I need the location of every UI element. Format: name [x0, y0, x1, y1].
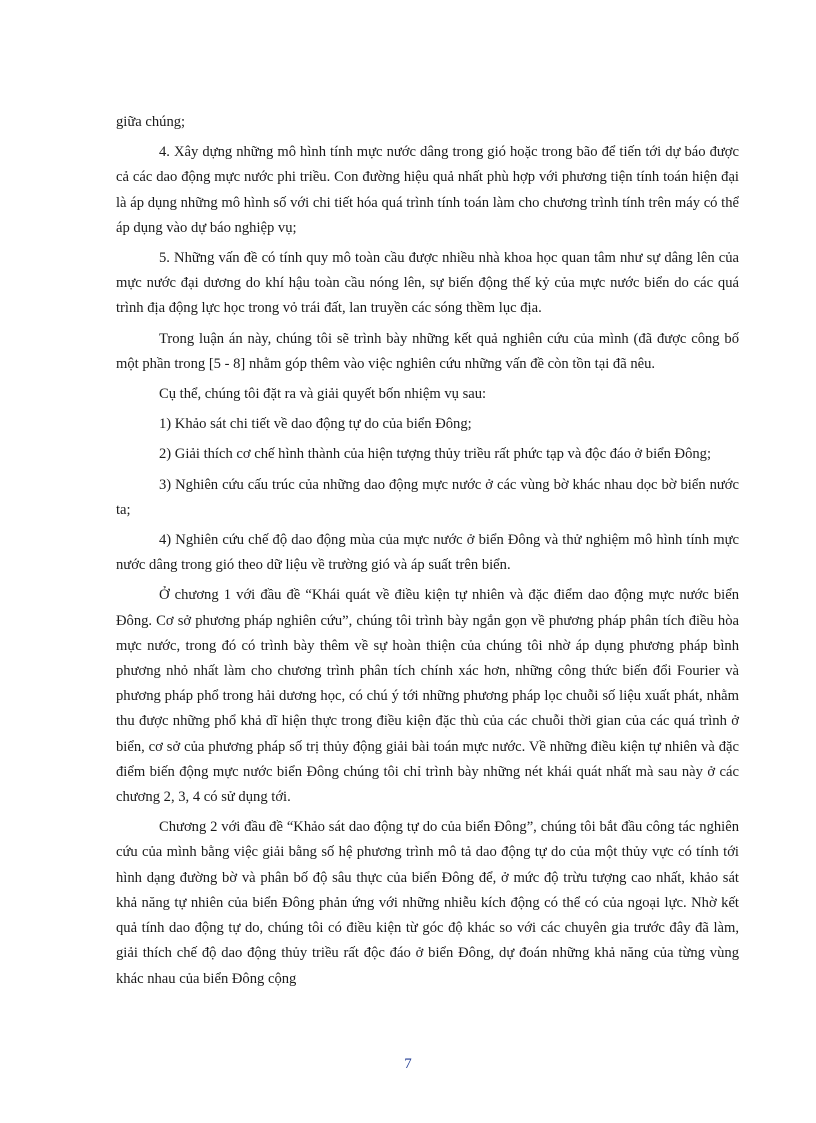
- paragraph: giữa chúng;: [116, 114, 186, 130]
- body-text: [116, 110, 739, 997]
- list-item: 2) Giải thích cơ chế hình thành của hiện tượng thủy triều rất phức tạp và độc đáo ở biển Đông;: [159, 446, 712, 463]
- list-item: 1) Khảo sát chi tiết về dao động tự do của biển Đông;: [159, 416, 472, 433]
- list-item: 4) Nghiên cứu chế độ dao động mùa của mực nước ở biển Đông và thử nghiệm mô hình tính mực nước dâng trong gió theo dữ liệu về trường gió và áp suất trên biển.: [116, 532, 739, 574]
- list-item: 3) Nghiên cứu cấu trúc của những dao động mực nước ở các vùng bờ khác nhau dọc bờ biển nước ta;: [116, 476, 739, 518]
- paragraph: Trong luận án này, chúng tôi sẽ trình bày những kết quả nghiên cứu của mình (đã được công bố một phần trong [5 - 8] nhằm góp thêm vào việc nghiên cứu những vấn đề còn tồn tại đã nêu.: [116, 330, 739, 372]
- paragraph: Cụ thể, chúng tôi đặt ra và giải quyết bốn nhiệm vụ sau:: [159, 386, 487, 403]
- paragraph: 4. Xây dựng những mô hình tính mực nước dâng trong gió hoặc trong bão để tiến tới dự báo được cả các dao động mực nước phi triều. Con đường hiệu quả nhất phù hợp với phương tiện tính toán hiện đại là áp dụng những mô hình số với chi tiết hóa quá trình tính toán làm cho chương trình tính trên máy có thể áp dụng vào dự báo nghiệp vụ;: [116, 144, 739, 236]
- paragraph: Ở chương 1 với đầu đề “Khái quát về điều kiện tự nhiên và đặc điểm dao động mực nước biển Đông. Cơ sở phương pháp nghiên cứu”, chúng tôi trình bày ngắn gọn về phương pháp phân tích điều hòa mực nước, trong đó có trình bày thêm về sự hoàn thiện của chúng tôi nhờ áp dụng phương pháp bình phương nhỏ nhất làm cho chương trình phân tích chính xác hơn, những công thức biến đổi Fourier và phương pháp phổ trong hải dương học, có chú ý tới những phương pháp lọc chuỗi số liệu xuất phát, nhằm thu được những phổ khả dĩ hiện thực trong điều kiện đặc thù của các chuỗi thời gian của các quá trình ở biển, cơ sở của phương pháp số trị thủy động giải bài toán mực nước. Về những điều kiện tự nhiên và đặc điểm biến động mực nước biển Đông chúng tôi chỉ trình bày những nét khái quát nhất mà sau này ở các chương 2, 3, 4 có sử dụng tới.: [116, 587, 739, 806]
- paragraph: 5. Những vấn đề có tính quy mô toàn cầu được nhiều nhà khoa học quan tâm như sự dâng lên của mực nước đại dương do khí hậu toàn cầu nóng lên, sự biến động thế kỷ của mực nước biển do các quá trình địa động lực học trong vỏ trái đất, lan truyền các sóng thềm lục địa.: [116, 250, 739, 317]
- paragraph: Chương 2 với đầu đề “Khảo sát dao động tự do của biển Đông”, chúng tôi bắt đầu công tác nghiên cứu của mình bằng việc giải bằng số hệ phương trình mô tả dao động tự do của một thủy vực có tính tới hình dạng đường bờ và phân bố độ sâu thực của biển Đông để, ở mức độ trừu tượng cao nhất, khảo sát khả năng tự nhiên của biển Đông phản ứng với những nhiễu kích động có thể có của ngoại lực. Nhờ kết quả tính dao động tự do, chúng tôi có điều kiện từ góc độ khác so với các chuyên gia trước đây đã làm, giải thích chế độ dao động thủy triều rất độc đáo ở biển Đông, dự đoán những khả năng của từng vùng khác nhau của biển Đông cộng: [116, 819, 739, 987]
- page-number: 7: [404, 1056, 412, 1072]
